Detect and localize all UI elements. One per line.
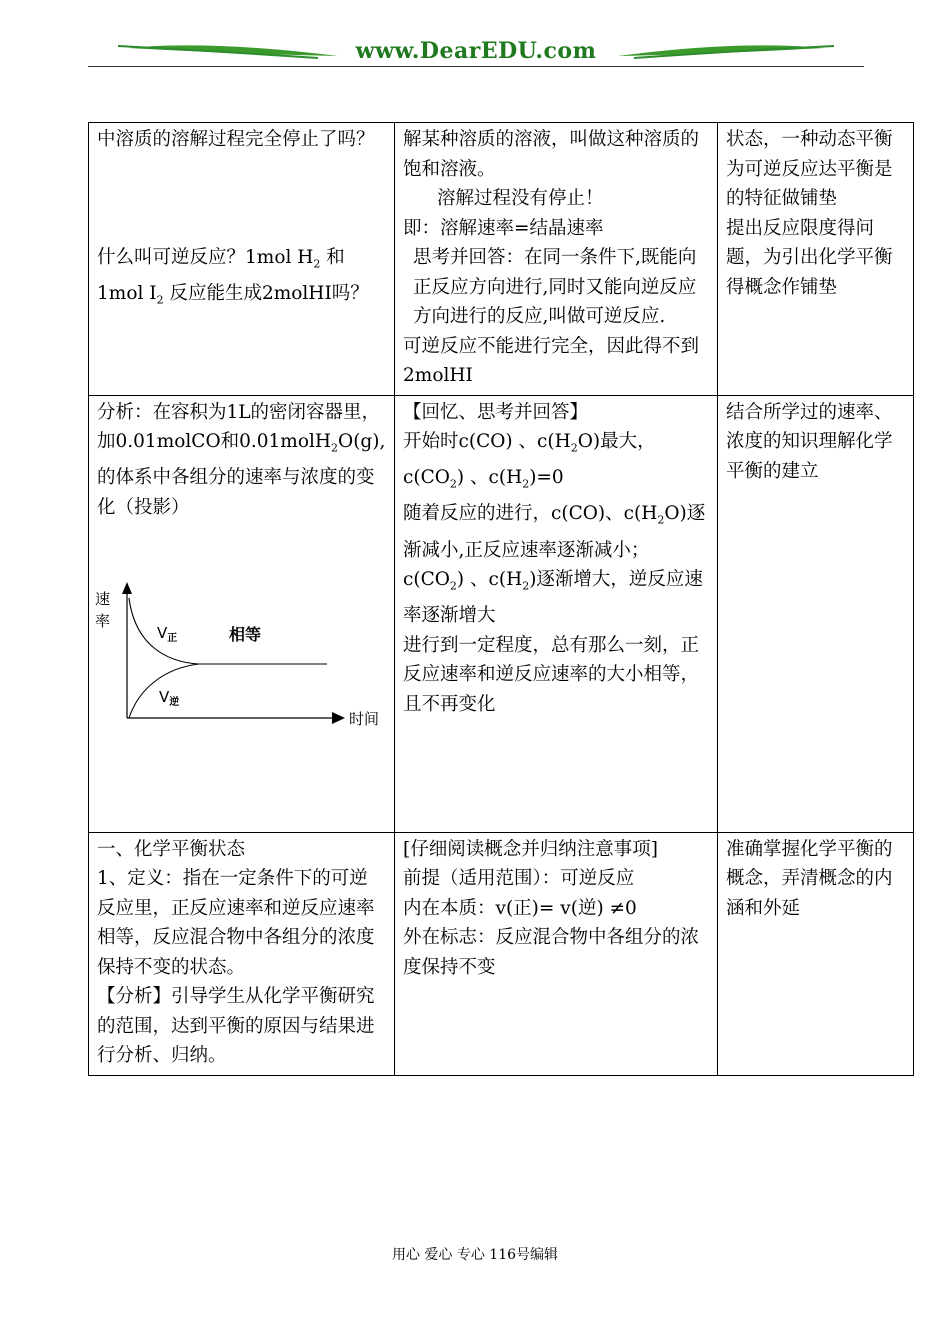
cell-text: 分析：在容积为1L的密闭容器里，加0.01molCO和0.01molH$_2$O(g),的体系中各组分的速率与浓度的变化（投影） [97, 401, 386, 518]
y-axis-label-char-2: 率 [95, 612, 111, 631]
equal-annotation: 相等 [229, 625, 262, 645]
header-divider [88, 66, 864, 67]
cell-text: 【回忆、思考并回答】 [403, 401, 589, 423]
table-cell [89, 395, 395, 832]
table-cell [89, 123, 395, 396]
cell-text: 结合所学过的速率、浓度的知识理解化学平衡的建立 [726, 401, 893, 482]
site-url: www.DearEDU.com [355, 38, 597, 64]
cell-text: 进行到一定程度，总有那么一刻，正反应速率和逆反应速率的大小相等，且不再变化 [403, 634, 700, 715]
table-row [89, 395, 914, 832]
table-row [89, 832, 914, 1075]
cell-text: 【分析】引导学生从化学平衡研究的范围，达到平衡的原因与结果进行分析、归纳。 [97, 986, 375, 1066]
cell-text: 解某种溶质的溶液，叫做这种溶质的饱和溶液。 [403, 129, 700, 180]
table-cell [718, 832, 914, 1075]
table-cell [718, 395, 914, 832]
cell-text: 一、化学平衡状态 [97, 838, 246, 860]
cell-text: 提出反应限度得问题，为引出化学平衡得概念作铺垫 [726, 217, 893, 298]
series-label-v-zheng: $V_正$ [157, 624, 178, 645]
cell-text: 外在标志：反应混合物中各组分的浓度保持不变 [403, 927, 700, 978]
cell-text: 准确掌握化学平衡的概念，弄清概念的内涵和外延 [726, 838, 893, 919]
cell-text: 随着反应的进行，c(CO)、$c(H_2O)$逐渐减小,正反应速率逐渐减小；$c(CO_2)$ 、$c(H_2)$逐渐增大，逆反应速率逐渐增大 [403, 503, 706, 627]
table-cell [395, 123, 718, 396]
cell-text: 开始时c(CO) 、$c(H_2O)$最大，$c(CO_2)$ 、$c(H_2)=0$ [403, 431, 656, 491]
table-row [89, 123, 914, 396]
cell-text: 溶解过程没有停止！ [437, 188, 604, 209]
rate-time-chart [97, 578, 386, 818]
table-cell [89, 832, 395, 1075]
cell-text: 状态，一种动态平衡为可逆反应达平衡是的特征做铺垫 [726, 129, 893, 209]
y-axis-arrow [122, 582, 132, 594]
lesson-table [88, 122, 914, 1076]
cell-text: 什么叫可逆反应？1mol $H_2$ 和 1mol $I_2$ 反应能生成2molHI吗？ [97, 246, 369, 307]
x-axis-arrow [332, 712, 345, 724]
cell-text: 1、定义：指在一定条件下的可逆反应里，正反应速率和逆反应速率相等，反应混合物中各组分的浓度保持不变的状态。 [97, 868, 375, 978]
cell-text: 前提（适用范围）：可逆反应 [403, 868, 635, 889]
table-cell [395, 832, 718, 1075]
spacer [97, 155, 386, 243]
rate-chart-svg [89, 578, 389, 728]
cell-text: 即：溶解速率=结晶速率 [403, 217, 604, 239]
cell-text: 中溶质的溶解过程完全停止了吗？ [97, 129, 375, 150]
cell-text: [仔细阅读概念并归纳注意事项] [403, 838, 658, 860]
cell-text: 可逆反应不能进行完全，因此得不到2molHI [403, 335, 700, 386]
series-label-v-ni: $V_逆$ [159, 688, 180, 709]
cell-text: 思考并回答：在同一条件下,既能向正反应方向进行,同时又能向逆反应方向进行的反应,叫做可逆反应. [413, 247, 697, 327]
x-axis-label: 时间 [349, 710, 380, 729]
table-cell [395, 395, 718, 832]
table-cell [718, 123, 914, 396]
y-axis-label-char-1: 速 [95, 590, 111, 609]
page-footer: 用心 爱心 专心 116号编辑 [391, 1247, 559, 1263]
cell-text: 内在本质：v(正)= v(逆) ≠0 [403, 897, 637, 919]
